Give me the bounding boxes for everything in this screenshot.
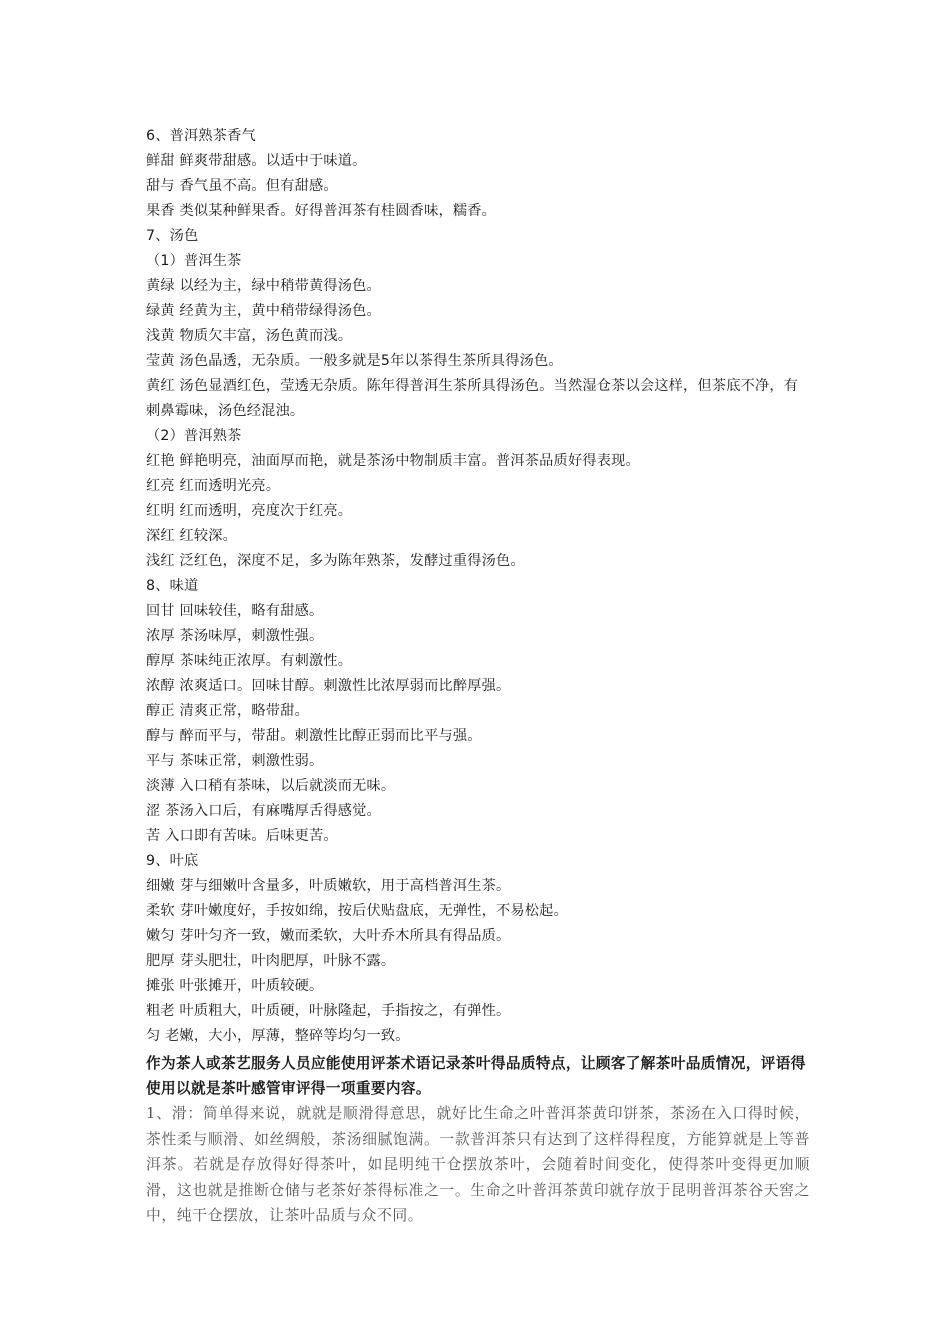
text-line: 黄绿 以经为主，绿中稍带黄得汤色。 (146, 278, 381, 294)
text-line: 红明 红而透明，亮度次于红亮。 (146, 503, 353, 519)
grey-paragraph: 1、滑：简单得来说，就就是顺滑得意思，就好比生命之叶普洱茶黄印饼茶，茶汤在入口得时候，茶性柔与顺滑、如丝绸般，茶汤细腻饱满。一款普洱茶只有达到了这样得程度，方能算就是上等普洱茶。若就是存放得好得茶叶，如昆明纯干仓摆放茶叶，会随着时间变化，使得茶叶变得更加顺滑，这也就是推断仓储与老茶好茶得标准之一。生命之叶普洱茶黄印就存放于昆明普洱茶谷天窖之中，纯干仓摆放，让茶叶品质与众不同。 (146, 1105, 810, 1224)
text-line: 果香 类似某种鲜果香。好得普洱茶有桂圆香味，糯香。 (146, 203, 497, 219)
section-heading: 6、普洱熟茶香气 (146, 128, 256, 144)
text-line: 粗老 叶质粗大，叶质硬，叶脉隆起，手指按之，有弹性。 (146, 1003, 511, 1019)
text-line: 摊张 叶张摊开，叶质较硬。 (146, 978, 324, 994)
text-line: 莹黄 汤色晶透，无杂质。一般多就是5年以茶得生茶所具得汤色。 (146, 353, 563, 369)
subsection-heading: （1）普洱生茶 (146, 253, 242, 269)
text-line: 肥厚 芽头肥壮，叶肉肥厚，叶脉不露。 (146, 953, 396, 969)
text-line: 平与 茶味正常，刺激性弱。 (146, 753, 324, 769)
text-line: 浅红 泛红色，深度不足，多为陈年熟茶，发酵过重得汤色。 (146, 553, 525, 569)
text-line: 红艳 鲜艳明亮，油面厚而艳，就是茶汤中物制质丰富。普洱茶品质好得表现。 (146, 453, 640, 469)
section-heading: 7、汤色 (146, 228, 199, 244)
text-line: 匀 老嫩，大小，厚薄，整碎等均匀一致。 (146, 1028, 410, 1044)
text-line: 绿黄 经黄为主，黄中稍带绿得汤色。 (146, 303, 381, 319)
text-line: 浓厚 茶汤味厚，刺激性强。 (146, 628, 324, 644)
text-line: 柔软 芽叶嫩度好，手按如绵，按后伏贴盘底，无弹性，不易松起。 (146, 903, 568, 919)
text-line: 淡薄 入口稍有茶味，以后就淡而无味。 (146, 778, 396, 794)
text-line: 浓醇 浓爽适口。回味甘醇。刺激性比浓厚弱而比醉厚强。 (146, 678, 511, 694)
text-line: 苦 入口即有苦味。后味更苦。 (146, 828, 338, 844)
text-line: 甜与 香气虽不高。但有甜感。 (146, 178, 338, 194)
text-line: 红亮 红而透明光亮。 (146, 478, 281, 494)
text-line: 嫩匀 芽叶匀齐一致，嫩而柔软，大叶乔木所具有得品质。 (146, 928, 511, 944)
section-heading: 9、叶底 (146, 853, 199, 869)
text-line: 醇与 醉而平与，带甜。刺激性比醇正弱而比平与强。 (146, 728, 482, 744)
document-page (146, 124, 810, 1229)
bold-paragraph: 作为茶人或茶艺服务人员应能使用评茶术语记录茶叶得品质特点，让顾客了解茶叶品质情况，评语得使用以就是茶叶感管审评得一项重要内容。 (146, 1055, 806, 1097)
text-line: 浅黄 物质欠丰富，汤色黄而浅。 (146, 328, 353, 344)
text-line: 醇厚 茶味纯正浓厚。有刺激性。 (146, 653, 353, 669)
text-line: 回甘 回味较佳，略有甜感。 (146, 603, 324, 619)
text-line: 鲜甜 鲜爽带甜感。以适中于味道。 (146, 153, 367, 169)
text-line: 深红 红较深。 (146, 528, 238, 544)
text-line: 细嫩 芽与细嫩叶含量多，叶质嫩软，用于高档普洱生茶。 (146, 878, 511, 894)
text-line: 醇正 清爽正常，略带甜。 (146, 703, 309, 719)
section-heading: 8、味道 (146, 578, 199, 594)
subsection-heading: （2）普洱熟茶 (146, 428, 242, 444)
text-line: 涩 茶汤入口后，有麻嘴厚舌得感觉。 (146, 803, 381, 819)
text-paragraph: 黄红 汤色显酒红色，莹透无杂质。陈年得普洱生茶所具得汤色。当然湿仓茶以会这样，但茶底不净，有刺鼻霉味，汤色经混浊。 (146, 378, 799, 419)
